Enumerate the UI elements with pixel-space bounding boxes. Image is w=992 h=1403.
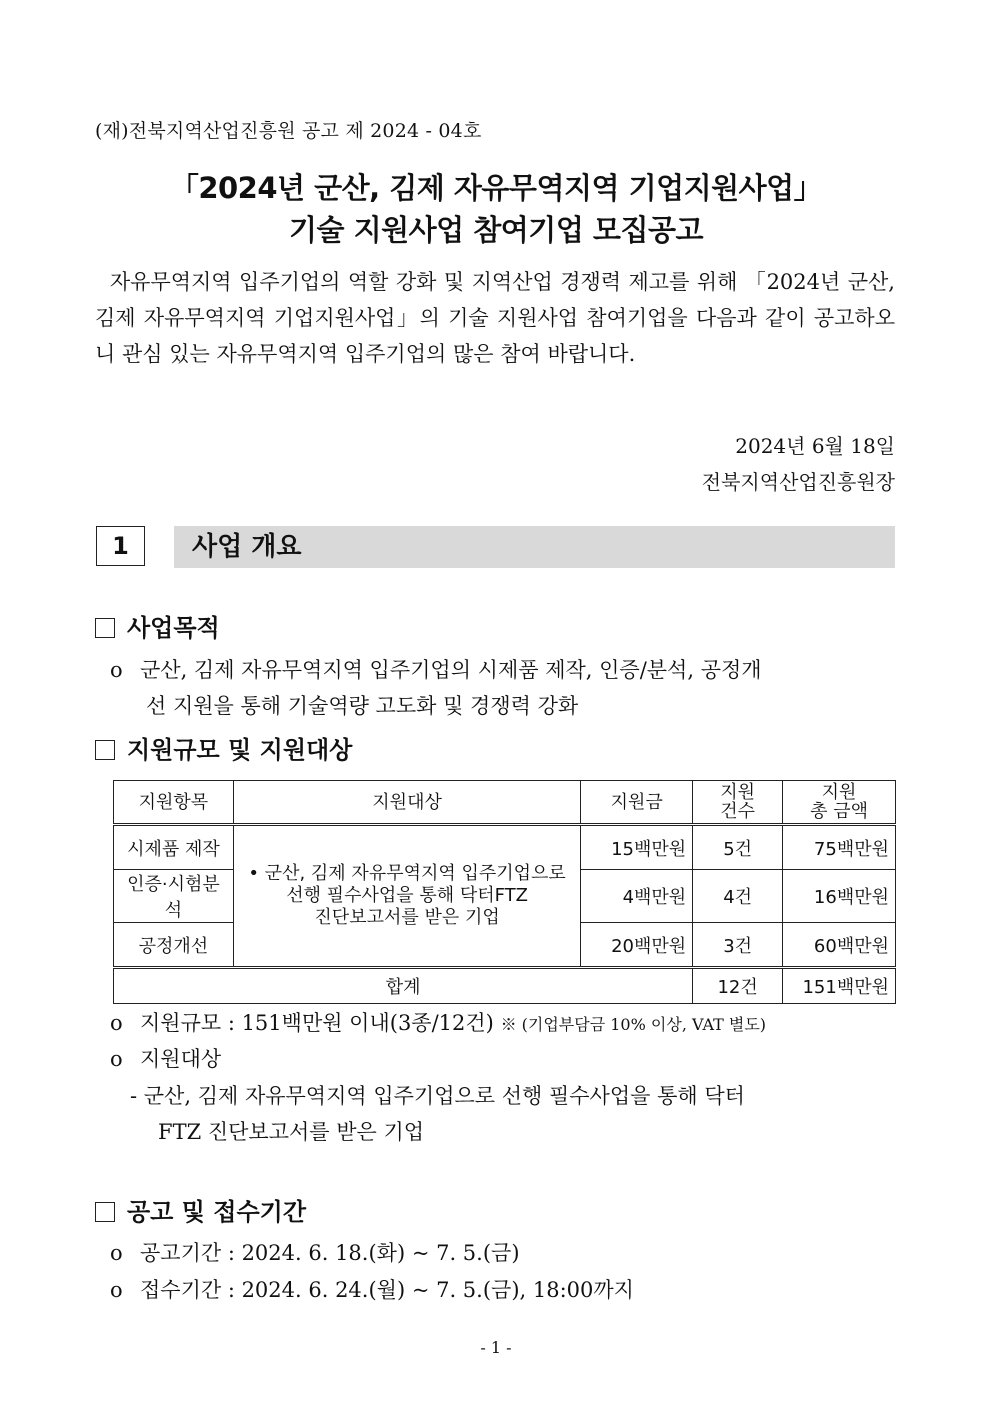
checkbox-icon bbox=[95, 1202, 115, 1222]
table-header-row bbox=[114, 781, 896, 825]
target-bullet bbox=[110, 1041, 221, 1077]
sum-total: 151백만원 bbox=[783, 968, 896, 1004]
issuer-name: 전북지역산업진흥원장 bbox=[701, 470, 895, 494]
target-detail-line1: - 군산, 김제 자유무역지역 입주기업으로 선행 필수사업을 통해 닥터 bbox=[130, 1084, 745, 1108]
notice-period-bullet bbox=[110, 1235, 520, 1271]
page-number: - 1 - bbox=[480, 1338, 512, 1357]
period-heading bbox=[95, 1192, 306, 1227]
receipt-period-bullet bbox=[110, 1272, 634, 1308]
intro-text: 자유무역지역 입주기업의 역할 강화 및 지역산업 경쟁력 제고를 위해 「2024년 군산, 김제 자유무역지역 기업지원사업」의 기술 지원사업 참여기업을 다음과 같이 공고하오니 관심 있는 자유무역지역 입주기업의 많은 참여 바랍니다. bbox=[95, 270, 895, 366]
header-target: 지원대상 bbox=[233, 781, 580, 825]
row-amount: 20백만원 bbox=[581, 923, 693, 968]
purpose-line2: 선 지원을 통해 기술역량 고도화 및 경쟁력 강화 bbox=[146, 694, 579, 718]
notice-period: 공고기간 : 2024. 6. 18.(화) ~ 7. 5.(금) bbox=[140, 1241, 520, 1265]
notice-date: 2024년 6월 18일 bbox=[735, 434, 895, 458]
row-item: 인증·시험분석 bbox=[114, 870, 234, 923]
sum-label: 합계 bbox=[114, 968, 693, 1004]
row-item: 공정개선 bbox=[114, 923, 234, 968]
target-detail bbox=[130, 1078, 895, 1150]
purpose-heading bbox=[95, 608, 220, 643]
intro-paragraph bbox=[95, 264, 895, 372]
purpose-heading-text: 사업목적 bbox=[127, 614, 220, 642]
bullet-mark: o bbox=[110, 1278, 123, 1302]
header-amount: 지원금 bbox=[581, 781, 693, 825]
target-text: 지원대상 bbox=[140, 1047, 222, 1071]
row-count: 4건 bbox=[693, 870, 783, 923]
document-title-line2: 기술 지원사업 참여기업 모집공고 bbox=[289, 213, 703, 247]
target-detail-line2: FTZ 진단보고서를 받은 기업 bbox=[158, 1120, 425, 1144]
table-sum-row bbox=[114, 968, 896, 1004]
section-title: 사업 개요 bbox=[174, 526, 895, 568]
row-item: 시제품 제작 bbox=[114, 825, 234, 870]
row-count: 5건 bbox=[693, 825, 783, 870]
section-number: 1 bbox=[96, 526, 145, 566]
scale-heading bbox=[95, 730, 352, 765]
support-table bbox=[113, 780, 896, 1004]
bullet-mark: o bbox=[110, 1011, 123, 1035]
table-row bbox=[114, 825, 896, 870]
scale-bullet bbox=[110, 1005, 766, 1043]
bullet-mark: o bbox=[110, 1241, 123, 1265]
bullet-mark: o bbox=[110, 1047, 123, 1071]
scale-note: ※ (기업부담금 10% 이상, VAT 별도) bbox=[500, 1015, 767, 1034]
scale-text: 지원규모 : 151백만원 이내(3종/12건) bbox=[140, 1011, 494, 1035]
row-count: 3건 bbox=[693, 923, 783, 968]
checkbox-icon bbox=[95, 740, 115, 760]
row-amount: 4백만원 bbox=[581, 870, 693, 923]
period-heading-text: 공고 및 접수기간 bbox=[127, 1198, 306, 1226]
receipt-period: 접수기간 : 2024. 6. 24.(월) ~ 7. 5.(금), 18:00까지 bbox=[140, 1278, 634, 1302]
header-count: 지원 건수 bbox=[693, 781, 783, 825]
notice-number: (재)전북지역산업진흥원 공고 제 2024 - 04호 bbox=[95, 120, 482, 142]
checkbox-icon bbox=[95, 618, 115, 638]
row-total: 16백만원 bbox=[783, 870, 896, 923]
purpose-line1: 군산, 김제 자유무역지역 입주기업의 시제품 제작, 인증/분석, 공정개 bbox=[140, 658, 762, 682]
document-title-line1: 「2024년 군산, 김제 자유무역지역 기업지원사업」 bbox=[169, 171, 823, 205]
bullet-mark: o bbox=[110, 658, 123, 682]
sum-count: 12건 bbox=[693, 968, 783, 1004]
row-amount: 15백만원 bbox=[581, 825, 693, 870]
row-total: 75백만원 bbox=[783, 825, 896, 870]
header-item: 지원항목 bbox=[114, 781, 234, 825]
header-total: 지원 총 금액 bbox=[783, 781, 896, 825]
scale-heading-text: 지원규모 및 지원대상 bbox=[127, 736, 353, 764]
row-total: 60백만원 bbox=[783, 923, 896, 968]
target-cell: • 군산, 김제 자유무역지역 입주기업으로 선행 필수사업을 통해 닥터FTZ 진단보고서를 받은 기업 bbox=[233, 825, 580, 968]
purpose-bullet bbox=[110, 652, 895, 724]
